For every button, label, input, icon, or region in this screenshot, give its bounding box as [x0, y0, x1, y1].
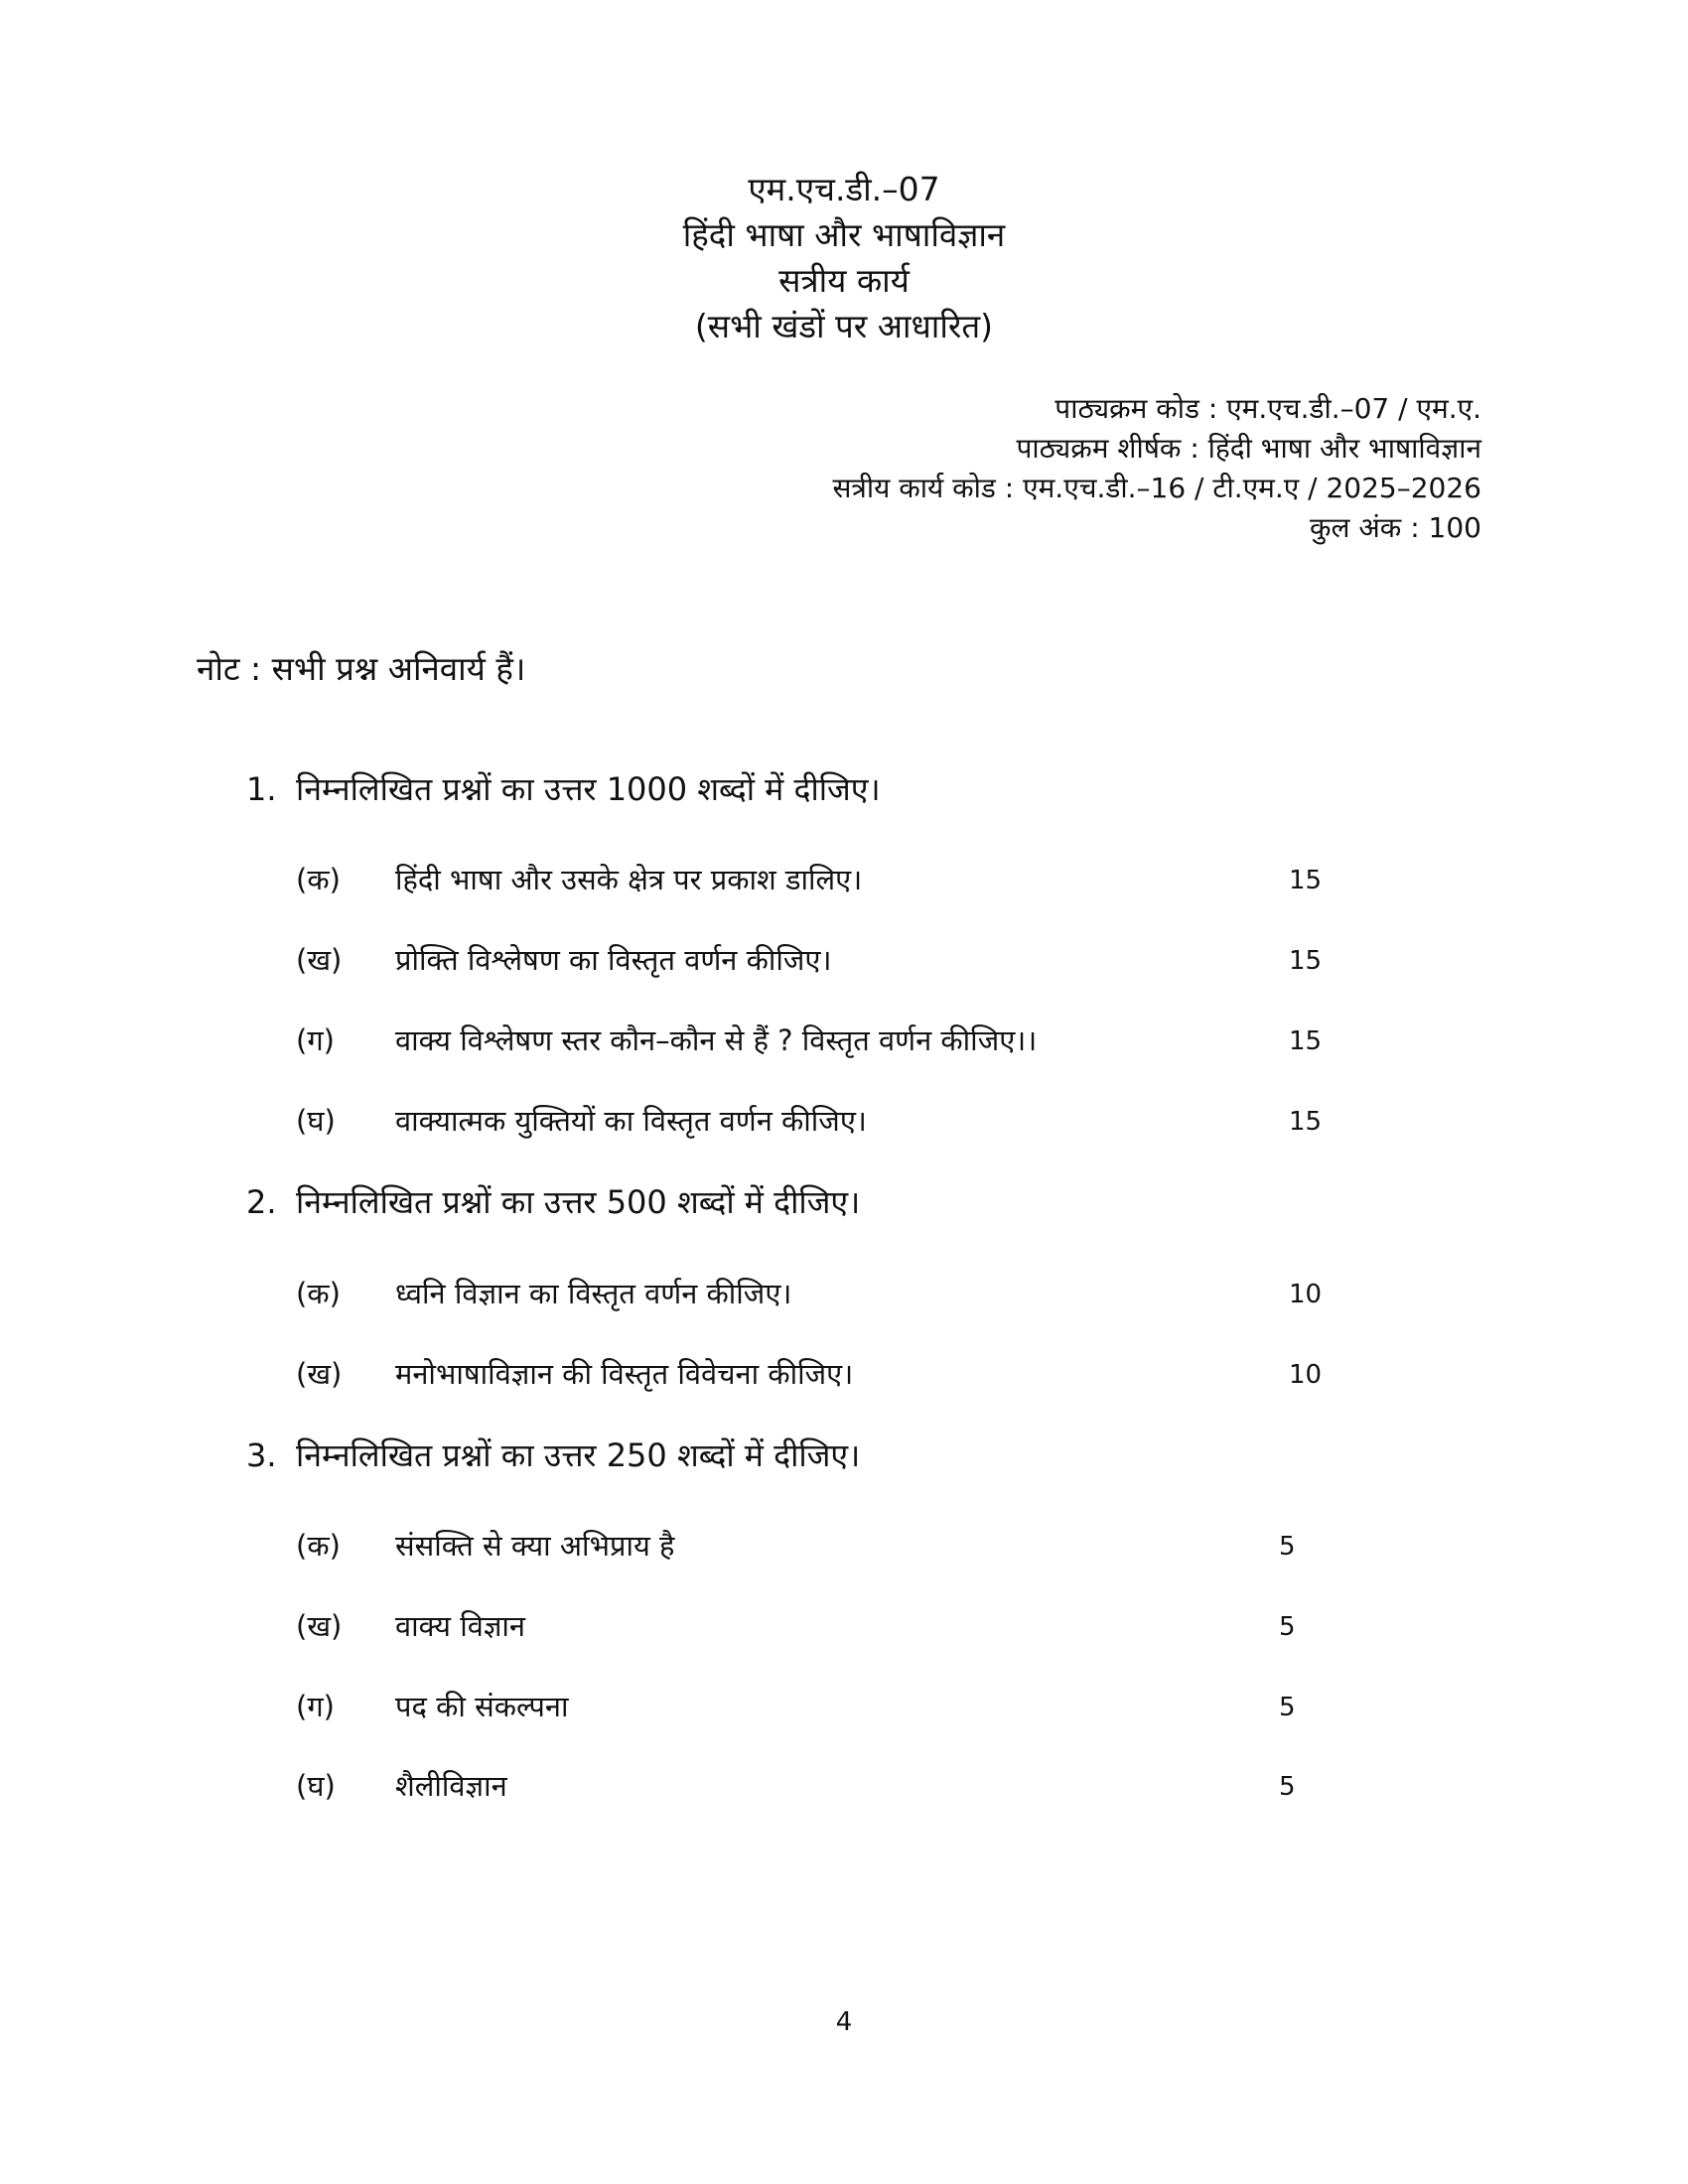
sub-question-text: प्रोक्ति विश्लेषण का विस्तृत वर्णन कीजिए।: [395, 943, 832, 977]
question-text: निम्नलिखित प्रश्नों का उत्तर 500 शब्दों में दीजिए।: [296, 1183, 861, 1221]
sub-question-marks: 15: [1289, 1026, 1323, 1056]
question-1: [246, 767, 881, 810]
sub-question: [296, 940, 1329, 979]
sub-question-marks: 5: [1279, 1612, 1296, 1642]
sub-question-marks: 10: [1289, 1280, 1323, 1309]
sub-question-marks: 5: [1279, 1693, 1296, 1722]
sub-question: [296, 1274, 1329, 1312]
scope-heading: (सभी खंडों पर आधारित): [694, 307, 994, 345]
course-title-heading: हिंदी भाषा और भाषाविज्ञान: [682, 215, 1006, 254]
course-meta: [832, 389, 1481, 548]
sub-question: [296, 1354, 1329, 1393]
sub-question-label: (घ): [296, 1104, 336, 1138]
sub-question: [296, 1526, 1329, 1565]
course-code-line: पाठ्यक्रम कोड : एम.एच.डी.–07 / एम.ए.: [1055, 392, 1481, 425]
sub-question-label: (ख): [296, 1357, 343, 1391]
sub-question: [296, 860, 1329, 898]
assignment-heading: सत्रीय कार्य: [778, 261, 910, 300]
sub-question: [296, 1687, 1329, 1725]
sub-question-marks: 5: [1279, 1532, 1296, 1562]
sub-question-text: संसक्ति से क्या अभिप्राय है: [395, 1529, 675, 1563]
question-number: 2.: [246, 1183, 277, 1221]
course-code-heading: एम.एच.डी.–07: [748, 170, 940, 208]
course-title-line: पाठ्यक्रम शीर्षक : हिंदी भाषा और भाषाविज्ञान: [1016, 432, 1481, 465]
question-2: [246, 1180, 860, 1223]
sub-question-text: वाक्यात्मक युक्तियों का विस्तृत वर्णन कीजिए।: [395, 1104, 867, 1138]
sub-question-marks: 5: [1279, 1772, 1296, 1802]
sub-question-label: (घ): [296, 1769, 336, 1803]
sub-question-text: हिंदी भाषा और उसके क्षेत्र पर प्रकाश डालिए।: [395, 863, 863, 896]
question-text: निम्नलिखित प्रश्नों का उत्तर 1000 शब्दों में दीजिए।: [296, 770, 881, 808]
sub-question-label: (ग): [296, 1024, 335, 1057]
document-header: [0, 167, 1688, 349]
page-number: 4: [835, 2007, 853, 2037]
sub-question-label: (क): [296, 1529, 341, 1563]
sub-question: [296, 1021, 1329, 1059]
sub-question-text: मनोभाषाविज्ञान की विस्तृत विवेचना कीजिए।: [395, 1357, 854, 1391]
sub-question-text: शैलीविज्ञान: [395, 1769, 507, 1803]
sub-question-label: (ख): [296, 943, 343, 977]
sub-question: [296, 1101, 1329, 1140]
sub-question-marks: 15: [1289, 866, 1323, 895]
note-text: नोट : सभी प्रश्न अनिवार्य हैं।: [197, 649, 526, 688]
sub-question-label: (क): [296, 1277, 341, 1310]
sub-question-label: (ख): [296, 1609, 343, 1643]
sub-question-text: वाक्य विज्ञान: [395, 1609, 526, 1643]
sub-question-marks: 10: [1289, 1360, 1323, 1390]
sub-question-label: (क): [296, 863, 341, 896]
sub-question-text: पद की संकल्पना: [395, 1690, 569, 1723]
question-number: 3.: [246, 1436, 277, 1474]
sub-question: [296, 1766, 1329, 1805]
question-text: निम्नलिखित प्रश्नों का उत्तर 250 शब्दों में दीजिए।: [296, 1436, 861, 1474]
assignment-code-line: सत्रीय कार्य कोड : एम.एच.डी.–16 / टी.एम.ए / 2025–2026: [832, 472, 1481, 504]
sub-question-marks: 15: [1289, 1107, 1323, 1137]
question-number: 1.: [246, 770, 277, 808]
total-marks-line: कुल अंक : 100: [1310, 511, 1481, 544]
question-3: [246, 1433, 860, 1476]
sub-question-marks: 15: [1289, 946, 1323, 976]
sub-question-text: ध्वनि विज्ञान का विस्तृत वर्णन कीजिए।: [395, 1277, 792, 1310]
sub-question-text: वाक्य विश्लेषण स्तर कौन–कौन से हैं ? विस्तृत वर्णन कीजिए।।: [395, 1024, 1038, 1057]
sub-question: [296, 1606, 1329, 1645]
sub-question-label: (ग): [296, 1690, 335, 1723]
